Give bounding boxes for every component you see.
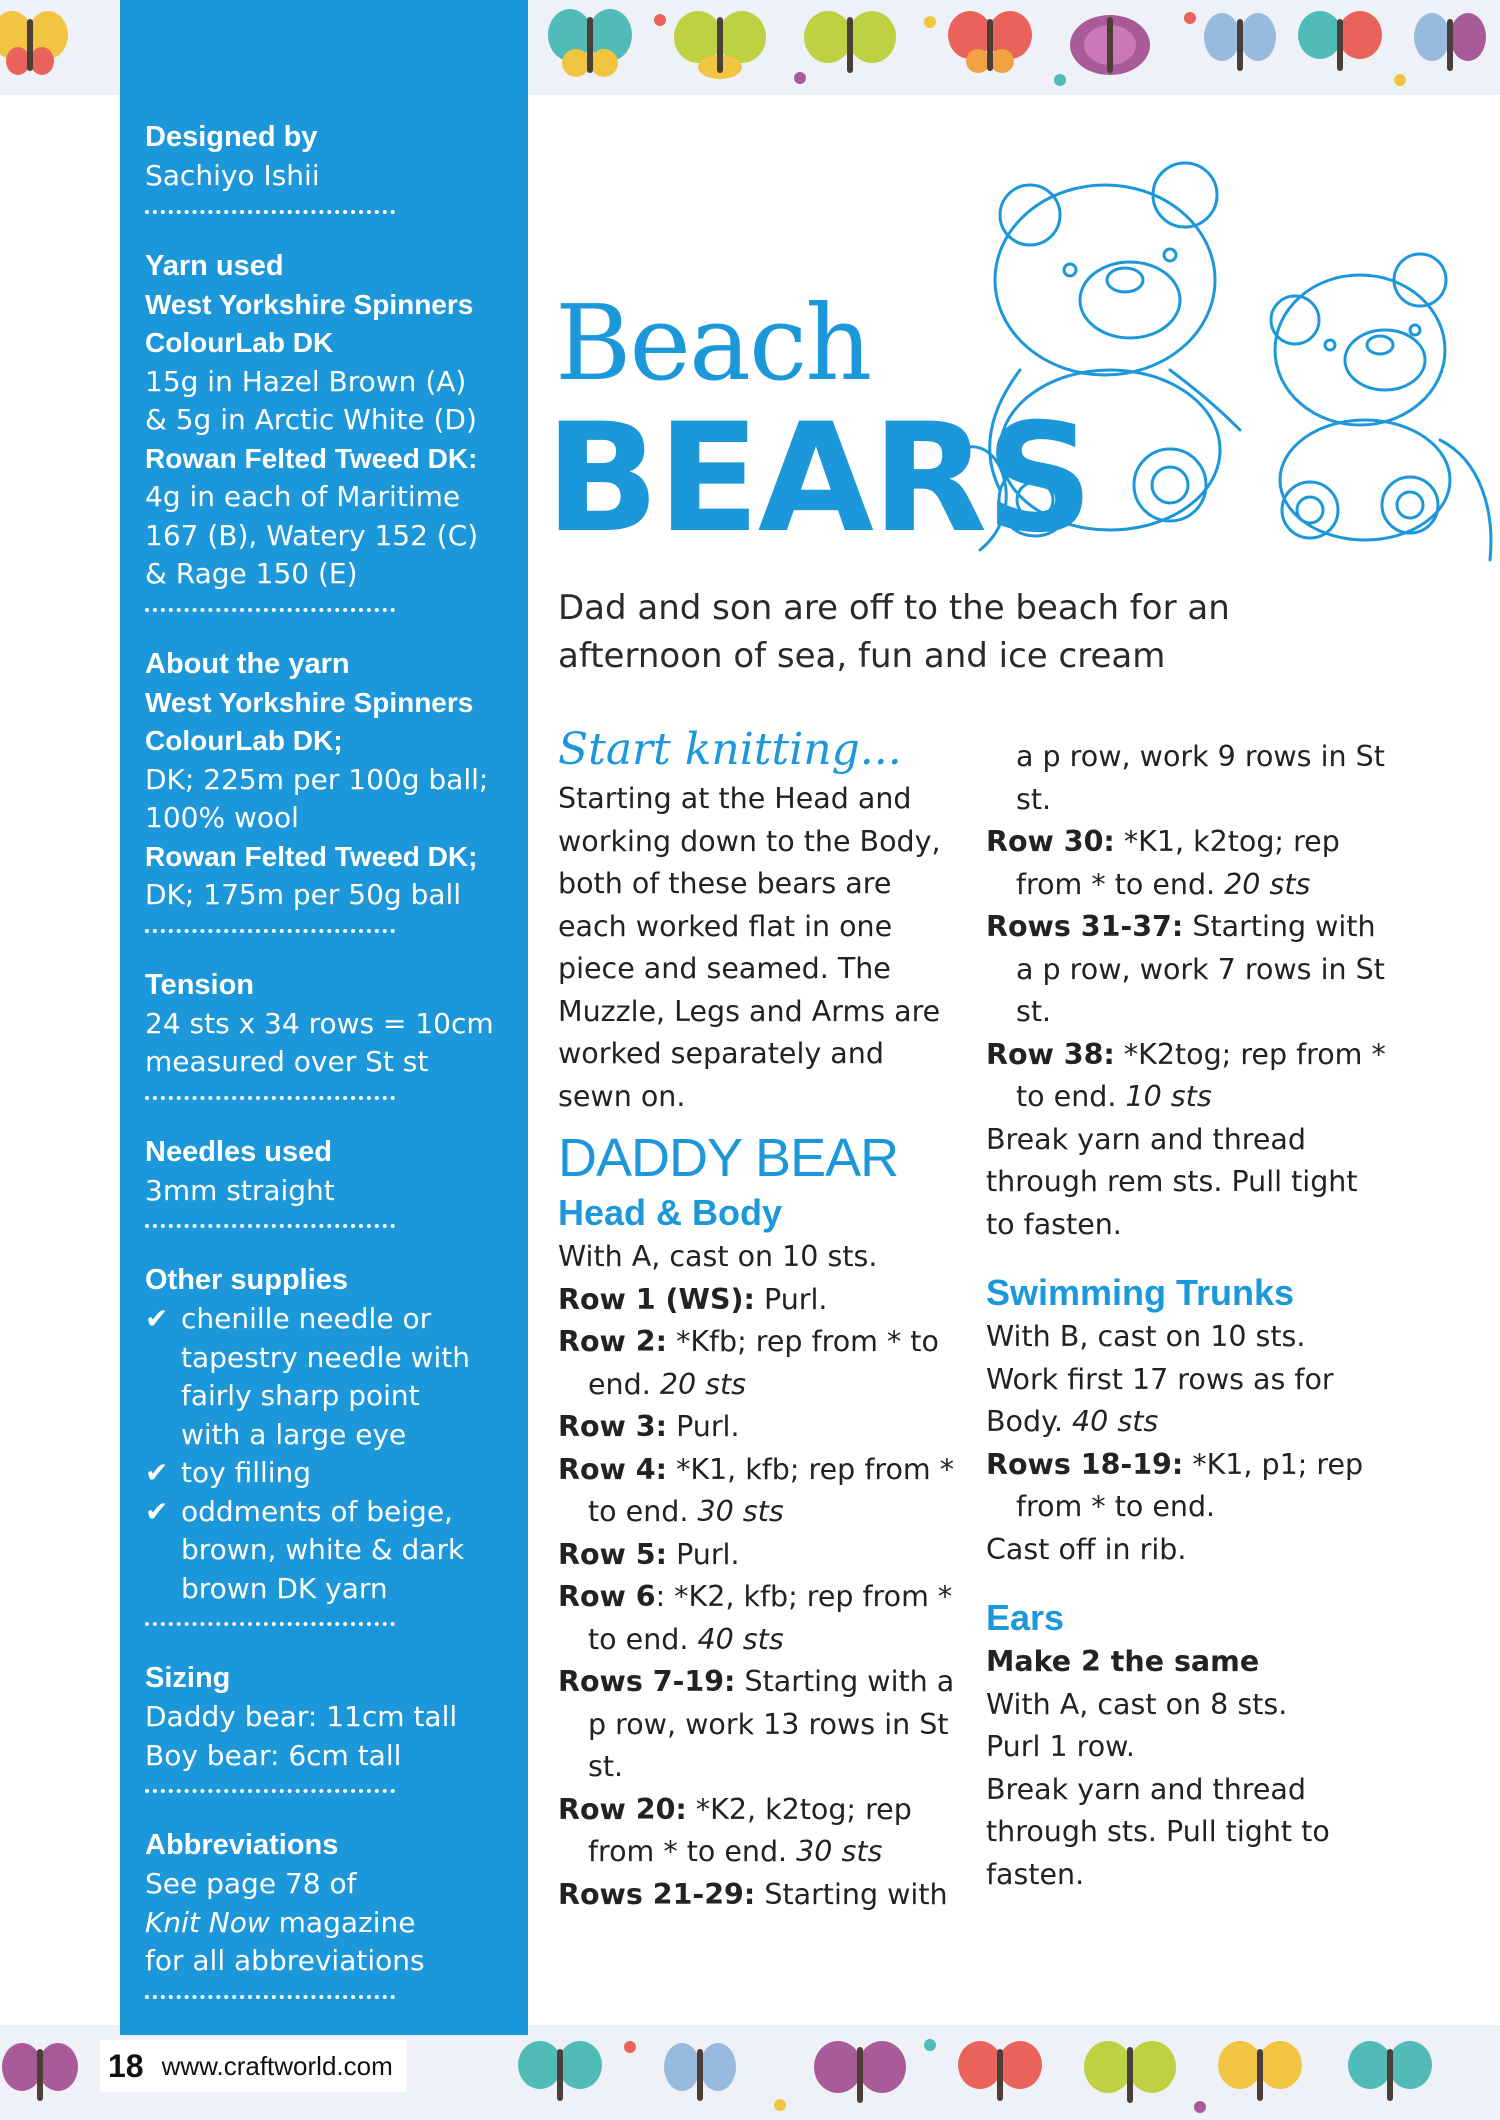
yarn-used-section <box>145 247 515 612</box>
needles-section <box>145 1133 515 1229</box>
break-yarn-text: Break yarn and thread through rem sts. Pull tight to fasten. <box>986 1122 1358 1241</box>
row-label: Rows 21-29: <box>558 1877 756 1911</box>
pattern-row <box>558 1406 958 1449</box>
row-text: : *K2, kfb; rep from * to end. <box>588 1580 953 1656</box>
row-text: Starting with a p row, work 7 rows in St st. <box>1016 910 1385 1028</box>
stitch-count: 40 sts <box>697 1622 784 1656</box>
supply-line: with a large eye <box>181 1417 407 1451</box>
row-text: Starting with <box>755 1877 948 1911</box>
supply-line: brown, white & dark <box>181 1533 465 1566</box>
row-text: *K1, k2tog; rep from * to end. <box>1016 825 1340 901</box>
trunks-cast-on: With B, cast on 10 sts. <box>986 1320 1306 1353</box>
check-icon: ✔ <box>145 1456 169 1489</box>
yarn-name: ColourLab DK <box>145 327 334 358</box>
pattern-row <box>558 1321 958 1406</box>
page-footer <box>100 2040 407 2092</box>
sizing-section <box>145 1659 515 1793</box>
bears-illustration-icon <box>960 150 1500 570</box>
designer-name: Sachiyo Ishii <box>145 159 320 192</box>
row-label: Row 2: <box>558 1325 668 1358</box>
cast-off-text: Cast off in rib. <box>986 1532 1187 1566</box>
tension-section <box>145 966 515 1100</box>
supply-line: oddments of beige, <box>181 1494 453 1528</box>
instructions-column-1 <box>558 722 958 1916</box>
supply-item <box>145 1493 515 1609</box>
stitch-count: 30 sts <box>697 1495 784 1528</box>
trunks-work <box>986 1359 1386 1444</box>
info-sidebar <box>120 0 528 2035</box>
stitch-count: 20 sts <box>1224 867 1311 901</box>
tension-detail: measured over St st <box>145 1045 429 1078</box>
dotted-divider <box>145 1224 395 1228</box>
dotted-divider <box>145 1622 395 1626</box>
title-bears: BEARS <box>545 392 1092 566</box>
pattern-row <box>986 1034 1386 1119</box>
pattern-row <box>558 1661 958 1789</box>
row-label: Row 5: <box>558 1537 668 1571</box>
cast-on-text: With A, cast on 10 sts. <box>558 1240 878 1273</box>
start-knitting-text: Starting at the Head and working down to the Body, both of these bears are each worked flat in one piece and seamed. The Muzzle, Legs and Arms are worked separately and sewn on. <box>558 782 941 1113</box>
pattern-row <box>986 906 1386 1034</box>
website-url[interactable]: www.craftworld.com <box>161 2050 393 2081</box>
yarn-name: Rowan Felted Tweed DK; <box>145 840 478 872</box>
row-text: Work first 17 rows as for Body. <box>986 1362 1334 1438</box>
spacer <box>986 1571 1386 1595</box>
pattern-row-continued <box>986 736 1386 821</box>
yarn-detail: 4g in each of Maritime <box>145 480 461 513</box>
intro-text: Dad and son are off to the beach for an afternoon of sea, fun and ice cream <box>558 588 1230 676</box>
abbreviations-detail-rest: magazine <box>269 1905 416 1939</box>
section-heading: Abbreviations <box>145 1829 339 1861</box>
tension-detail: 24 sts x 34 rows = 10cm <box>145 1006 494 1040</box>
supply-line: toy filling <box>181 1456 312 1489</box>
head-body-heading: Head & Body <box>558 1192 783 1233</box>
row-label: Row 38: <box>986 1037 1115 1071</box>
row-label: Row 1 (WS): <box>558 1282 755 1316</box>
row-text: Purl. <box>667 1537 740 1571</box>
row-label: Rows 18-19: <box>986 1447 1184 1481</box>
instructions-column-2 <box>986 736 1386 1896</box>
dotted-divider <box>145 210 395 214</box>
yarn-detail: DK; 175m per 50g ball <box>145 878 462 911</box>
pattern-row <box>558 1874 958 1917</box>
yarn-detail: & Rage 150 (E) <box>145 557 358 590</box>
needles-detail: 3mm straight <box>145 1173 335 1207</box>
abbreviations-detail <box>145 1904 515 1943</box>
stitch-count: 20 sts <box>659 1367 747 1401</box>
dotted-divider <box>145 1995 395 1999</box>
row-label: Row 6 <box>558 1580 656 1613</box>
swimming-trunks-heading: Swimming Trunks <box>986 1272 1295 1313</box>
abbreviations-detail: See page 78 of <box>145 1867 357 1900</box>
dotted-divider <box>145 1096 395 1100</box>
row-label: Row 20: <box>558 1792 687 1826</box>
title-beach: Beach <box>555 282 871 404</box>
check-icon: ✔ <box>145 1494 169 1528</box>
supply-item <box>145 1300 515 1454</box>
row-text: Purl. <box>754 1282 828 1316</box>
yarn-detail: DK; 225m per 100g ball; <box>145 762 489 796</box>
magazine-name: Knit Now <box>145 1905 270 1939</box>
supply-line: brown DK yarn <box>181 1571 388 1605</box>
dotted-divider <box>145 1789 395 1793</box>
section-heading: Sizing <box>145 1662 231 1694</box>
page-number: 18 <box>108 2047 144 2084</box>
pattern-row <box>558 1279 958 1322</box>
abbreviations-section <box>145 1826 515 1999</box>
yarn-detail: 167 (B), Watery 152 (C) <box>145 518 479 552</box>
row-text: *K2, k2tog; rep from * to end. <box>588 1792 912 1868</box>
supply-line: fairly sharp point <box>181 1379 420 1412</box>
yarn-detail: 100% wool <box>145 801 299 834</box>
yarn-name: West Yorkshire Spinners <box>145 288 474 320</box>
row-label: Row 30: <box>986 825 1115 858</box>
row-text: *K1, p1; rep from * to end. <box>1016 1447 1364 1523</box>
row-text: Purl. <box>667 1410 740 1443</box>
pattern-row <box>558 1789 958 1874</box>
about-yarn-section <box>145 645 515 933</box>
pattern-row <box>558 1449 958 1534</box>
row-label: Row 3: <box>558 1410 668 1443</box>
section-heading: Other supplies <box>145 1264 349 1296</box>
stitch-count: 10 sts <box>1125 1080 1212 1113</box>
ears-cast-on: With A, cast on 8 sts. <box>986 1687 1288 1721</box>
row-text: Starting with a p row, work 13 rows in St st. <box>588 1665 955 1783</box>
row-text: a p row, work 9 rows in St st. <box>1016 740 1385 816</box>
abbreviations-detail: for all abbreviations <box>145 1944 425 1977</box>
supply-line: chenille needle or <box>181 1302 432 1335</box>
dotted-divider <box>145 929 395 933</box>
yarn-name: ColourLab DK; <box>145 725 343 756</box>
sizing-detail: Daddy bear: 11cm tall <box>145 1700 458 1733</box>
yarn-name: Rowan Felted Tweed DK: <box>145 442 478 474</box>
row-label: Rows 7-19: <box>558 1665 736 1698</box>
yarn-detail: & 5g in Arctic White (D) <box>145 403 477 436</box>
section-heading: Yarn used <box>145 249 284 282</box>
section-heading: About the yarn <box>145 647 350 680</box>
section-heading: Needles used <box>145 1135 332 1168</box>
spacer <box>986 1246 1386 1270</box>
pattern-row <box>986 1444 1386 1529</box>
ears-purl: Purl 1 row. <box>986 1730 1135 1763</box>
start-knitting-heading: Start knitting... <box>558 724 902 775</box>
check-icon: ✔ <box>145 1302 169 1335</box>
ears-heading: Ears <box>986 1597 1065 1638</box>
yarn-name: West Yorkshire Spinners <box>145 686 474 718</box>
pattern-row <box>558 1534 958 1577</box>
stitch-count: 30 sts <box>796 1835 883 1868</box>
sizing-detail: Boy bear: 6cm tall <box>145 1738 402 1772</box>
supply-line: tapestry needle with <box>181 1340 470 1374</box>
ears-make-label: Make 2 the same <box>986 1645 1260 1678</box>
dotted-divider <box>145 608 395 612</box>
designed-by-section <box>145 118 515 214</box>
pattern-row <box>558 1576 958 1661</box>
yarn-detail: 15g in Hazel Brown (A) <box>145 364 467 398</box>
daddy-bear-heading: DADDY BEAR <box>558 1128 899 1188</box>
ears-make <box>986 1641 1386 1684</box>
row-text: *K2tog; rep from * to end. <box>1016 1037 1386 1113</box>
row-label: Row 4: <box>558 1452 668 1486</box>
ears-break: Break yarn and thread through sts. Pull tight to fasten. <box>986 1772 1330 1891</box>
other-supplies-section <box>145 1261 515 1626</box>
row-label: Rows 31-37: <box>986 910 1184 943</box>
section-heading: Tension <box>145 968 255 1001</box>
stitch-count: 40 sts <box>1072 1405 1159 1438</box>
supply-item <box>145 1454 515 1493</box>
row-text: *K1, kfb; rep from * to end. <box>588 1452 954 1528</box>
row-text: *Kfb; rep from * to end. <box>588 1325 939 1401</box>
pattern-row <box>986 821 1386 906</box>
section-heading: Designed by <box>145 121 318 153</box>
